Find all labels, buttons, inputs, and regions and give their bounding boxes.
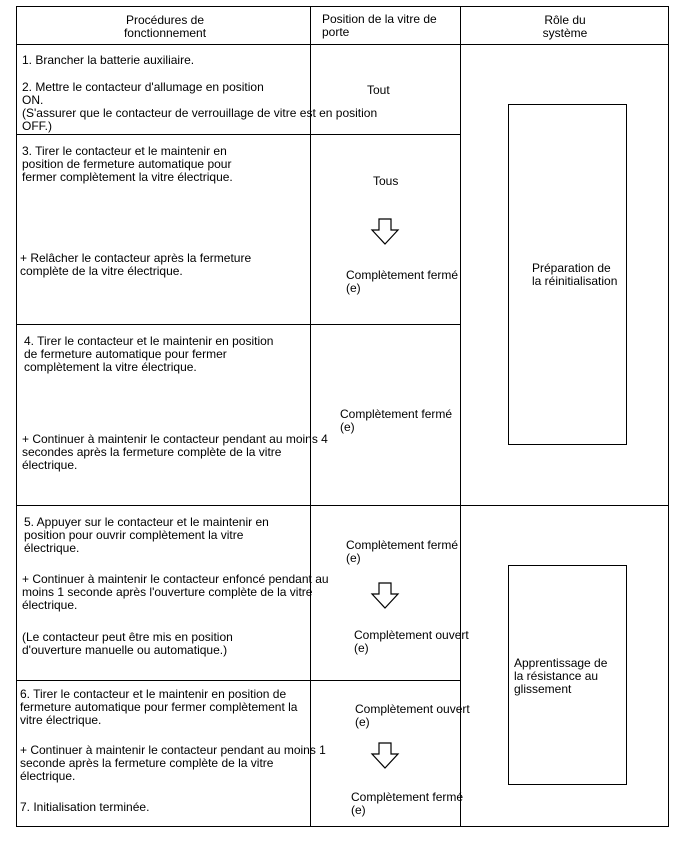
step-4-text: 4. Tirer le contacteur et le maintenir en position de fermeture automatique pour fermer complètement la vitre électrique.	[24, 334, 274, 374]
row-divider-2	[16, 324, 461, 325]
position-r4-top: Complètement fermé (e)	[346, 538, 459, 565]
arrow-down-icon	[370, 742, 400, 770]
table-border-top	[16, 6, 669, 7]
step-3-text: 3. Tirer le contacteur et le maintenir en position de fermeture automatique pour fermer complètement la vitre électrique.	[22, 144, 233, 184]
step-6-note: + Continuer à maintenir le contacteur pendant au moins 1 seconde après la fermeture complète de la vitre électrique.	[20, 743, 326, 783]
step-1-text: 1. Brancher la batterie auxiliaire.	[22, 53, 195, 67]
header-window-position: Position de la vitre de porte	[322, 12, 437, 39]
step-4-note: + Continuer à maintenir le contacteur pendant au moins 4 secondes après la fermeture complète de la vitre électrique.	[22, 432, 328, 472]
row-divider-3	[16, 505, 669, 506]
position-r5-bottom: Complètement fermé (e)	[351, 790, 464, 817]
row-divider-4	[16, 680, 461, 681]
step-5-text: 5. Appuyer sur le contacteur et le maintenir en position pour ouvrir complètement la vitre électrique.	[24, 515, 269, 555]
step-7-text: 7. Initialisation terminée.	[20, 800, 150, 814]
position-r2-top: Tous	[373, 174, 399, 188]
step-6-text: 6. Tirer le contacteur et le maintenir en position de fermeture automatique pour fermer complètement la vitre électrique.	[20, 687, 298, 727]
table-border-right	[668, 6, 669, 827]
role-preparation-label: Préparation de la réinitialisation	[532, 261, 618, 288]
header-system-role: Rôle du système	[542, 13, 588, 40]
role-learning-label: Apprentissage de la résistance au glissement	[514, 656, 608, 696]
position-r2-bottom: Complètement fermé (e)	[346, 268, 459, 295]
table-border-bottom	[16, 826, 669, 827]
position-r4-bottom: Complètement ouvert (e)	[354, 628, 469, 655]
step-3-note: + Relâcher le contacteur après la fermeture complète de la vitre électrique.	[20, 251, 252, 278]
step-5-note: + Continuer à maintenir le contacteur enfoncé pendant au moins 1 seconde après l'ouverture complète de la vitre électrique.	[22, 572, 329, 612]
position-r5-top: Complètement ouvert (e)	[355, 702, 470, 729]
position-r1: Tout	[367, 83, 390, 97]
arrow-down-icon	[370, 218, 400, 246]
table-border-left	[16, 6, 17, 827]
row-divider-1	[16, 134, 461, 135]
step-5-remark: (Le contacteur peut être mis en position d'ouverture manuelle ou automatique.)	[22, 630, 233, 657]
position-r3: Complètement fermé (e)	[340, 407, 453, 434]
arrow-down-icon	[370, 582, 400, 610]
header-procedures: Procédures de fonctionnement	[123, 13, 207, 40]
header-divider	[16, 44, 669, 45]
step-2-text: 2. Mettre le contacteur d'allumage en position ON. (S'assurer que le contacteur de verrouillage de vitre est en position OFF.)	[22, 80, 378, 133]
